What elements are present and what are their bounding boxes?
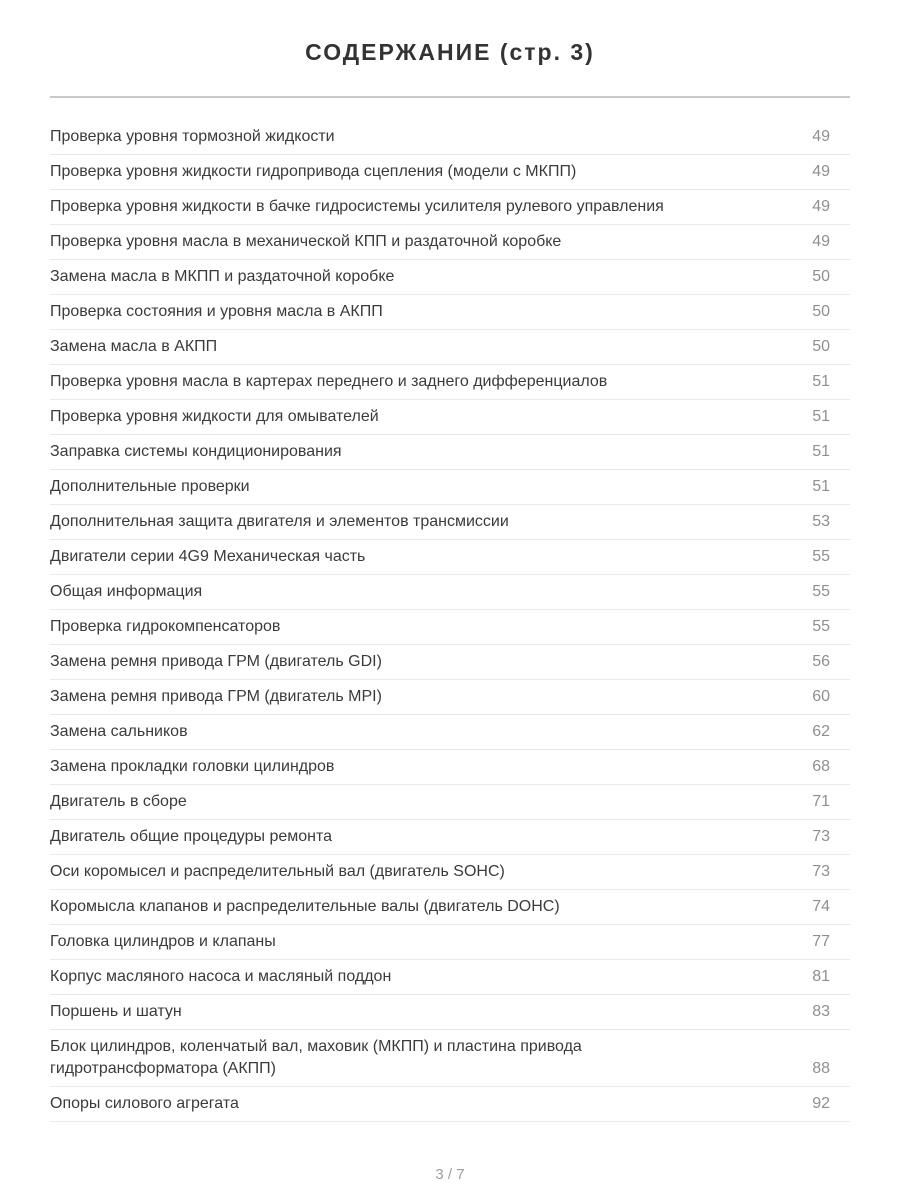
toc-entry-title: Проверка уровня жидкости гидропривода сцепления (модели с МКПП) [50,163,577,180]
toc-entry-page-number: 55 [812,583,830,600]
toc-entry-title: Заправка системы кондиционирования [50,443,342,460]
toc-entry-page-number: 60 [812,688,830,705]
toc-entry[interactable] [50,225,850,260]
toc-entry-title: Корпус масляного насоса и масляный поддон [50,968,392,985]
toc-entry-page-number: 51 [812,478,830,495]
toc-entry-title: Замена масла в МКПП и раздаточной коробке [50,268,395,285]
toc-entry[interactable] [50,470,850,505]
toc-entry[interactable] [50,575,850,610]
toc-entry-page-number: 50 [812,303,830,320]
toc-entry-page-number: 73 [812,863,830,880]
title-divider [50,96,850,98]
toc-list [50,120,850,1122]
toc-entry-page-number: 55 [812,548,830,565]
toc-entry[interactable] [50,365,850,400]
toc-entry[interactable] [50,260,850,295]
toc-entry-page-number: 71 [812,793,830,810]
toc-entry-page-number: 50 [812,338,830,355]
toc-entry-title: Дополнительные проверки [50,478,250,495]
toc-entry-page-number: 49 [812,163,830,180]
toc-entry-title: Замена прокладки головки цилиндров [50,758,335,775]
toc-entry-page-number: 50 [812,268,830,285]
toc-entry[interactable] [50,750,850,785]
toc-entry[interactable] [50,155,850,190]
toc-entry[interactable] [50,785,850,820]
toc-entry-page-number: 73 [812,828,830,845]
toc-entry-title: Оси коромысел и распределительный вал (двигатель SOHC) [50,863,505,880]
toc-entry-page-number: 56 [812,653,830,670]
toc-entry[interactable] [50,120,850,155]
toc-entry-title: Проверка уровня тормозной жидкости [50,128,335,145]
toc-page [50,0,850,1200]
toc-entry[interactable] [50,505,850,540]
toc-entry[interactable] [50,855,850,890]
toc-entry-title: Блок цилиндров, коленчатый вал, маховик (МКПП) и пластина привода гидротрансформатора (АКПП) [50,1038,582,1077]
toc-entry-page-number: 81 [812,968,830,985]
toc-entry-page-number: 55 [812,618,830,635]
toc-entry-title: Замена масла в АКПП [50,338,218,355]
toc-entry[interactable] [50,435,850,470]
toc-entry-page-number: 88 [812,1060,830,1077]
toc-entry[interactable] [50,1087,850,1122]
toc-entry[interactable] [50,715,850,750]
toc-entry-page-number: 51 [812,373,830,390]
toc-entry-page-number: 92 [812,1095,830,1112]
toc-entry-title: Опоры силового агрегата [50,1095,239,1112]
toc-entry-page-number: 49 [812,198,830,215]
toc-entry[interactable] [50,820,850,855]
toc-entry-title: Замена сальников [50,723,188,740]
toc-entry-title: Замена ремня привода ГРМ (двигатель MPI) [50,688,382,705]
toc-entry-title: Замена ремня привода ГРМ (двигатель GDI) [50,653,382,670]
toc-entry-title: Двигатель общие процедуры ремонта [50,828,333,845]
toc-entry[interactable] [50,680,850,715]
toc-entry[interactable] [50,925,850,960]
toc-entry[interactable] [50,1030,850,1087]
toc-entry-page-number: 68 [812,758,830,775]
toc-entry-page-number: 51 [812,443,830,460]
toc-entry-page-number: 62 [812,723,830,740]
toc-entry-title: Двигатель в сборе [50,793,187,810]
toc-entry[interactable] [50,995,850,1030]
toc-entry[interactable] [50,400,850,435]
toc-entry-title: Двигатели серии 4G9 Механическая часть [50,548,366,565]
toc-entry-title: Дополнительная защита двигателя и элементов трансмиссии [50,513,509,530]
toc-entry-title: Коромысла клапанов и распределительные валы (двигатель DOHC) [50,898,560,915]
toc-entry[interactable] [50,330,850,365]
toc-entry-page-number: 83 [812,1003,830,1020]
toc-entry-page-number: 53 [812,513,830,530]
toc-entry-title: Общая информация [50,583,203,600]
toc-entry-title: Головка цилиндров и клапаны [50,933,276,950]
toc-entry[interactable] [50,890,850,925]
toc-entry[interactable] [50,960,850,995]
toc-entry-page-number: 49 [812,233,830,250]
toc-entry[interactable] [50,190,850,225]
page-title: СОДЕРЖАНИЕ (стр. 3) [305,39,595,65]
toc-entry-page-number: 49 [812,128,830,145]
toc-entry-title: Поршень и шатун [50,1003,182,1020]
toc-entry-title: Проверка уровня жидкости для омывателей [50,408,379,425]
page-indicator: 3 / 7 [435,1166,465,1183]
toc-entry-page-number: 77 [812,933,830,950]
toc-entry[interactable] [50,295,850,330]
toc-entry-title: Проверка гидрокомпенсаторов [50,618,281,635]
toc-entry-title: Проверка уровня масла в картерах переднего и заднего дифференциалов [50,373,608,390]
toc-entry-title: Проверка уровня жидкости в бачке гидросистемы усилителя рулевого управления [50,198,664,215]
toc-entry[interactable] [50,540,850,575]
toc-entry[interactable] [50,645,850,680]
toc-entry-page-number: 51 [812,408,830,425]
toc-entry-page-number: 74 [812,898,830,915]
toc-entry-title: Проверка уровня масла в механической КПП и раздаточной коробке [50,233,562,250]
toc-entry-title: Проверка состояния и уровня масла в АКПП [50,303,383,320]
toc-entry[interactable] [50,610,850,645]
